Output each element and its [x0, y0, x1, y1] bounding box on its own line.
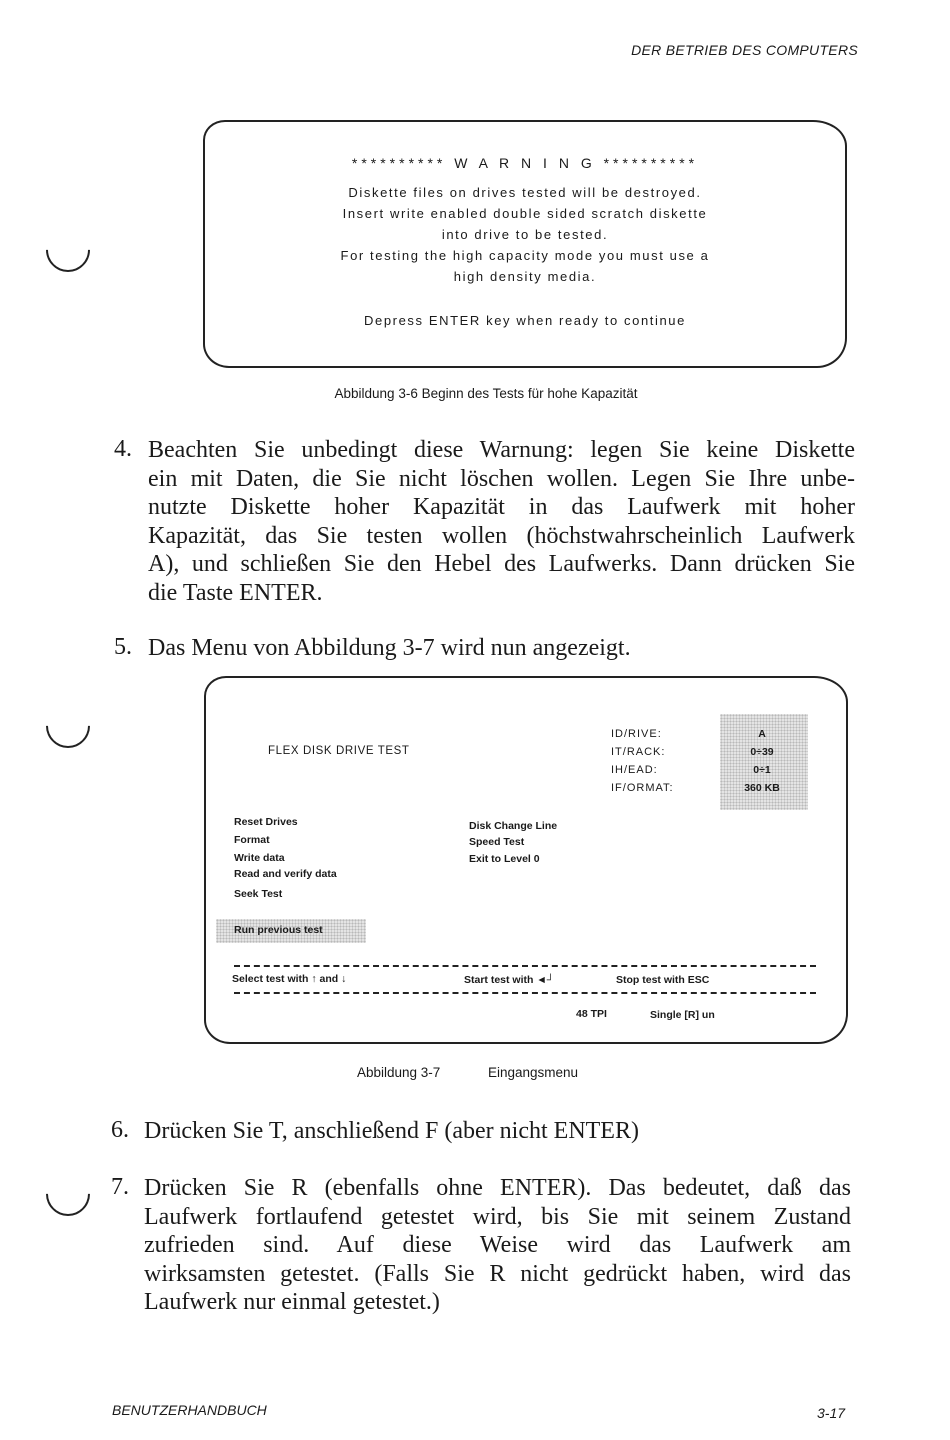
- help-start: Start test with ◄┘: [464, 974, 555, 986]
- menu-screen: [204, 676, 848, 1044]
- step-number: 4.: [114, 436, 132, 462]
- step-5-text: [148, 634, 855, 663]
- warning-screen: [203, 120, 847, 368]
- step-6-text: [144, 1117, 854, 1146]
- text-line: Drücken Sie R (ebenfalls ohne ENTER). Das bedeutet, daß das: [144, 1175, 851, 1201]
- figure-3-7-text: Eingangsmenu: [488, 1065, 579, 1080]
- status-value-head: 0÷1: [753, 764, 771, 776]
- punch-hole-bottom: [37, 1163, 99, 1225]
- text-line: nutzte Diskette hoher Kapazität in das Laufwerk mit hoher: [148, 494, 855, 520]
- menu-option-seek-test[interactable]: Seek Test: [234, 888, 283, 900]
- footer-mode: Single [R] un: [650, 1009, 715, 1021]
- text-line: die Taste ENTER.: [148, 579, 323, 606]
- text-line: zufrieden sind. Auf diese Weise wird das Laufwerk am: [144, 1232, 851, 1258]
- warning-line: Insert write enabled double sided scratch diskette: [342, 206, 708, 221]
- text-line: Kapazität, das Sie testen wollen (höchstwahrscheinlich Laufwerk: [148, 522, 855, 549]
- menu-option-reset-drives[interactable]: Reset Drives: [234, 816, 298, 828]
- menu-option-read-verify[interactable]: Read and verify data: [234, 868, 337, 880]
- warning-line: Diskette files on drives tested will be destroyed.: [348, 185, 702, 200]
- menu-option-exit-level-0[interactable]: Exit to Level 0: [469, 853, 540, 865]
- text-line: Beachten Sie unbedingt diese Warnung: legen Sie keine Diskette: [148, 437, 855, 463]
- text-line: Laufwerk nur einmal getestet.): [144, 1289, 440, 1315]
- status-value-drive: A: [758, 728, 766, 740]
- help-stop: Stop test with ESC: [616, 974, 710, 986]
- status-label-head: IH/EAD:: [611, 764, 658, 776]
- text-line: A), und schließen Sie den Hebel des Laufwerks. Dann drücken Sie: [148, 551, 855, 577]
- text-line: ein mit Daten, die Sie nicht löschen wollen. Legen Sie Ihre unbe-: [148, 465, 855, 492]
- running-header: DER BETRIEB DES COMPUTERS: [631, 42, 858, 58]
- warning-line: into drive to be tested.: [441, 227, 609, 242]
- step-7-text: [144, 1174, 851, 1317]
- menu-option-write-data[interactable]: Write data: [234, 852, 285, 864]
- help-select: Select test with ↑ and ↓: [232, 973, 347, 985]
- status-value-format: 360 KB: [744, 782, 780, 794]
- step-4-text: [148, 436, 855, 607]
- punch-hole-top: [37, 219, 99, 281]
- separator-line: [234, 992, 816, 994]
- footer-tpi: 48 TPI: [576, 1008, 607, 1020]
- step-number: 6.: [111, 1117, 129, 1143]
- figure-3-7-label: Abbildung 3-7: [357, 1065, 441, 1080]
- punch-hole-middle: [37, 695, 99, 757]
- menu-option-speed-test[interactable]: Speed Test: [469, 836, 525, 848]
- text-line: wirksamsten getestet. (Falls Sie R nicht gedrückt haben, wird das: [144, 1260, 851, 1287]
- page-number: 3-17: [817, 1405, 846, 1421]
- step-number: 5.: [114, 634, 132, 660]
- warning-line: high density media.: [453, 269, 597, 284]
- menu-option-format[interactable]: Format: [234, 834, 270, 846]
- menu-option-disk-change-line[interactable]: Disk Change Line: [469, 820, 558, 832]
- menu-option-run-previous[interactable]: Run previous test: [234, 924, 323, 936]
- menu-title: FLEX DISK DRIVE TEST: [268, 745, 410, 757]
- status-label-track: IT/RACK:: [611, 746, 666, 758]
- text-line: Drücken Sie T, anschließend F (aber nicht ENTER): [144, 1118, 639, 1144]
- separator-line: [234, 965, 816, 967]
- footer-book-title: BENUTZERHANDBUCH: [112, 1402, 267, 1418]
- text-line: Laufwerk fortlaufend getestet wird, bis Sie mit seinem Zustand: [144, 1203, 851, 1230]
- figure-3-6-caption: Abbildung 3-6 Beginn des Tests für hohe Kapazität: [334, 386, 638, 401]
- text-line: Das Menu von Abbildung 3-7 wird nun angezeigt.: [148, 635, 631, 661]
- warning-title: ********** W A R N I N G **********: [351, 155, 699, 171]
- step-number: 7.: [111, 1174, 129, 1200]
- status-label-drive: ID/RIVE:: [611, 728, 662, 740]
- warning-prompt: Depress ENTER key when ready to continue: [364, 313, 686, 328]
- warning-line: For testing the high capacity mode you must use a: [340, 248, 710, 263]
- status-value-track: 0÷39: [750, 746, 774, 758]
- status-label-format: IF/ORMAT:: [611, 782, 674, 794]
